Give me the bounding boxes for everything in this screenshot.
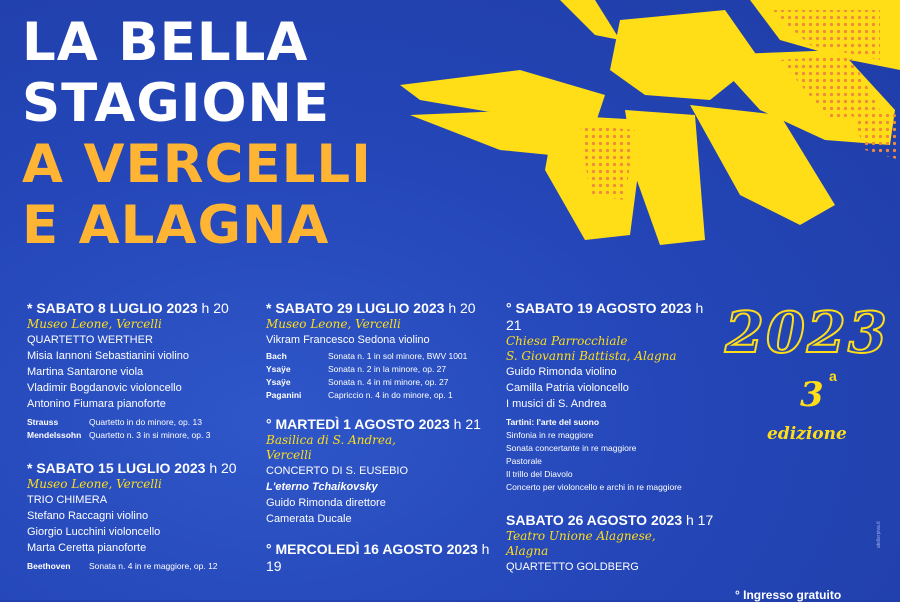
performer: Camilla Patria violoncello	[506, 382, 629, 394]
event-venue-city: Vercelli	[266, 448, 312, 462]
performer: Guido Rimonda violino	[506, 366, 617, 378]
program-item: Mendelssohn Quartetto n. 3 in si minore, op. 3	[27, 430, 211, 440]
event-date: * SABATO 29 LUGLIO 2023 h 20	[266, 300, 476, 316]
event-date: ° MERCOLEDÌ 16 AGOSTO 2023 h 19	[266, 541, 490, 574]
event-venue-city: S. Giovanni Battista, Alagna	[506, 349, 677, 363]
event-1-agosto	[266, 416, 496, 527]
event-venue: Chiesa Parrocchiale	[506, 334, 628, 348]
poster-title	[22, 12, 372, 256]
free-entry-note: ° Ingresso gratuito	[735, 588, 842, 602]
program-item: Il trillo del Diavolo	[506, 469, 573, 479]
event-date: ° SABATO 19 AGOSTO 2023 h 21	[506, 300, 704, 333]
events-column-1	[27, 300, 257, 587]
event-date: ° MARTEDÌ 1 AGOSTO 2023 h 21	[266, 416, 481, 432]
event-date: * SABATO 15 LUGLIO 2023 h 20	[27, 460, 237, 476]
performer: Giorgio Lucchini violoncello	[27, 526, 161, 538]
title-line-1: LA BELLA	[22, 12, 309, 73]
event-26-agosto	[506, 512, 716, 575]
edition-year: 2023	[725, 300, 889, 366]
events-column-3	[506, 300, 716, 589]
program-item: Pastorale	[506, 456, 542, 466]
program-item: Sonata concertante in re maggiore	[506, 443, 637, 453]
event-venue: Basilica di S. Andrea,	[266, 433, 396, 447]
event-venue: Museo Leone, Vercelli	[27, 317, 162, 331]
program-item: Ysaÿe Sonata n. 4 in mi minore, op. 27	[266, 377, 449, 387]
edition-superscript: a	[829, 368, 837, 384]
event-venue: Teatro Unione Alagnese,	[506, 529, 656, 543]
event-venue: Museo Leone, Vercelli	[27, 477, 162, 491]
event-venue: Museo Leone, Vercelli	[266, 317, 401, 331]
ensemble-name: QUARTETTO WERTHER	[27, 334, 153, 346]
title-line-2: STAGIONE	[22, 73, 331, 134]
performer: Vikram Francesco Sedona violino	[266, 334, 430, 346]
performer: Stefano Raccagni violino	[27, 510, 149, 522]
performer: I musici di S. Andrea	[506, 398, 607, 410]
event-date: * SABATO 8 LUGLIO 2023 h 20	[27, 300, 229, 316]
program-item: Concerto per violoncello e archi in re maggiore	[506, 482, 682, 492]
program-title: Tartini: l'arte del suono	[506, 417, 600, 427]
concert-subtitle: L'eterno Tchaikovsky	[266, 481, 378, 493]
performer: Misia Iannoni Sebastianini violino	[27, 350, 190, 362]
events-column-2	[266, 300, 496, 589]
edition-number: 3	[800, 375, 824, 415]
ensemble-name: TRIO CHIMERA	[27, 494, 108, 506]
performer: Guido Rimonda direttore	[266, 497, 386, 509]
program-item: Ysaÿe Sonata n. 2 in la minore, op. 27	[266, 364, 447, 374]
program-item: Paganini Capriccio n. 4 in do minore, op. 1	[266, 390, 453, 400]
event-16-agosto	[266, 541, 496, 575]
program-item: Strauss Quartetto in do minore, op. 13	[27, 417, 202, 427]
performer: Antonino Fiumara pianoforte	[27, 398, 166, 410]
event-15-luglio	[27, 460, 257, 573]
event-8-luglio	[27, 300, 257, 442]
performer: Camerata Ducale	[266, 513, 352, 525]
performer: Marta Ceretta pianoforte	[27, 542, 147, 554]
event-date: SABATO 26 AGOSTO 2023 h 17	[506, 512, 714, 528]
title-line-4: E ALAGNA	[22, 195, 330, 256]
event-29-luglio	[266, 300, 496, 402]
program-item: Beethoven Sonata n. 4 in re maggiore, op. 12	[27, 561, 218, 571]
title-line-3: A VERCELLI	[22, 134, 372, 195]
event-venue-city: Alagna	[506, 544, 549, 558]
concert-title: CONCERTO DI S. EUSEBIO	[266, 465, 409, 477]
designer-credit: atelierpiva.it	[876, 521, 882, 548]
performer: Vladimir Bogdanovic violoncello	[27, 382, 182, 394]
program-item: Bach Sonata n. 1 in sol minore, BWV 1001	[266, 351, 468, 361]
performer: Martina Santarone viola	[27, 366, 144, 378]
event-19-agosto	[506, 300, 716, 494]
flower-illustration	[380, 0, 900, 260]
program-item: Sinfonia in re maggiore	[506, 430, 594, 440]
edition-label: edizione	[767, 424, 847, 444]
ensemble-name: QUARTETTO GOLDBERG	[506, 561, 639, 573]
